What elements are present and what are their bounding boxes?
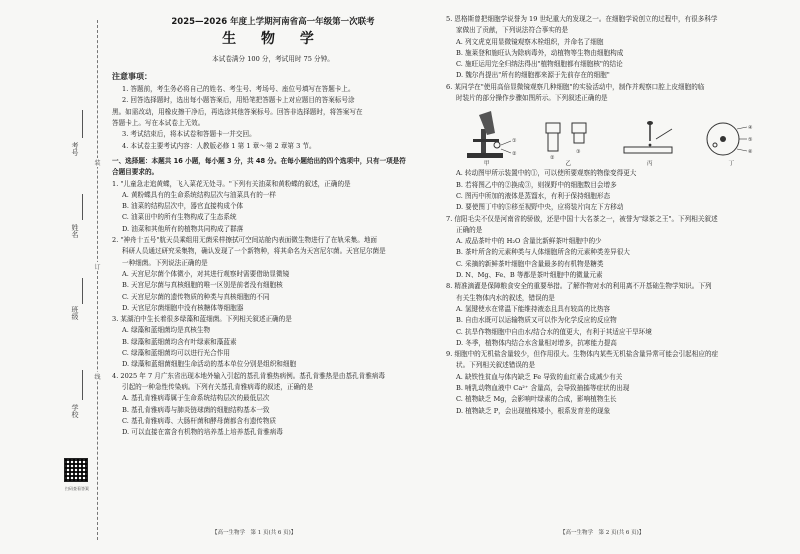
question-line: 1. "儿童急走追黄蝶，飞入菜花无处寻。"下列有关油菜和黄粉蝶的叙述，正确的是: [112, 179, 351, 188]
cell-view-icon: [701, 119, 761, 161]
option-line: A. 氢键使水在常温下能维持液态且具有较高的比热容: [456, 304, 611, 313]
binding-strip: [0, 0, 110, 554]
option-line: A. 基孔肯雅病毒属于生命系统结构层次的最低层次: [122, 394, 270, 403]
svg-text:②: ②: [550, 155, 555, 162]
question-line: 状。下列相关叙述错误的是: [456, 361, 536, 370]
question-line: 一种细菌。下列说法正确的是: [122, 258, 208, 267]
option-line: C. 植物缺乏 Mg，会影响叶绿素的合成，影响植物生长: [456, 395, 617, 404]
figure-d: [701, 119, 761, 168]
option-line: B. 施莱登和施旺认为除病毒外，动植物等生物由细胞构成: [456, 48, 624, 57]
option-line: D. 油菜和其他所有的植物共同构成了群落: [122, 224, 244, 233]
option-line: D. 植物缺乏 P，会出现植株矮小，根系发育差的现象: [456, 406, 611, 415]
option-line: A. 绿藻和蓝细菌均是真核生物: [122, 326, 211, 335]
exam-title: 2025—2026 年度上学期河南省高一年级第一次联考: [171, 17, 375, 27]
school-line: [82, 370, 83, 400]
option-line: C. 绿藻和蓝细菌均可以进行光合作用: [122, 349, 230, 358]
name-line: [82, 194, 83, 220]
option-line: D. 魏尔肖提出"所有的细胞都来源于先前存在的细胞": [456, 71, 610, 80]
question-line: 有关生物体内水的叙述，错误的是: [456, 293, 555, 302]
notice-item: 2. 回答选择题时，选出每小题答案后，用铅笔把答题卡上对应题目的答案标号涂: [122, 96, 355, 105]
option-line: C. 油菜田中的所有生物构成了生态系统: [122, 213, 237, 222]
option-line: A. 成品茶叶中的 H₂O 含量比新鲜茶叶细胞中的少: [456, 237, 602, 246]
option-line: A. 转动图甲所示装置中的①，可以使所要观察的物像变得更大: [456, 169, 637, 178]
svg-text:⑤: ⑤: [748, 137, 753, 144]
svg-text:②: ②: [511, 151, 517, 158]
option-line: C. 图丙中所加的液体是蒸馏水，有利于保持细胞形态: [456, 191, 611, 200]
question-line: 3. 某湖泊中生长着很多绿藻和蓝细菌。下列相关叙述正确的是: [112, 315, 292, 324]
option-line: B. 绿藻和蓝细菌均含有叶绿素和藻蓝素: [122, 337, 237, 346]
notice-item: 黑。如需改动，用橡皮擦干净后，再选涂其他答案标号。回答非选择题时，将答案写在: [112, 107, 363, 116]
option-line: C. 抗旱作物细胞中自由水/结合水的值更大，有利于其适应干旱环境: [456, 327, 652, 336]
svg-text:④: ④: [748, 125, 753, 132]
option-line: C. 基孔肯雅病毒、大肠杆菌和酵母菌都含有遗传物质: [122, 416, 277, 425]
figure-label: 丁: [728, 161, 734, 168]
figure-c: [620, 119, 680, 168]
option-line: C. 施旺运用完全归纳法得出"植物细胞都有细胞核"的结论: [456, 60, 623, 69]
option-line: D. 要使图丁中的⑤移至视野中央，应将装片向左下方移动: [456, 203, 624, 212]
notice-item: 1. 答题前，考生务必将自己的姓名、考生号、考场号、座位号填写在答题卡上。: [122, 85, 355, 94]
notice-item: 答题卡上。写在本试卷上无效。: [112, 119, 205, 128]
option-line: D. 冬季，植物体内结合水含量相对增多，抗寒能力提高: [456, 338, 617, 347]
notice-title: 注意事项：: [112, 71, 152, 81]
notice-item: 4. 本试卷主要考试内容：人教版必修 1 第 1 章～第 2 章第 3 节。: [122, 141, 316, 150]
question-line: 4. 2025 年 7 月广东省出现本地外输入引起的基孔肯雅热病例。基孔肯雅热是由基孔肯雅病毒: [112, 371, 386, 380]
section-heading-cont: 合题目要求的。: [112, 168, 159, 177]
option-line: B. 茶叶所含的元素种类与人体细胞所含的元素种类差异很大: [456, 248, 630, 257]
question-line: 6. 某同学在"使用高倍显微镜观察几种细胞"的实验活动中，制作并观察口腔上皮细胞的临: [446, 82, 705, 91]
binding-dash-line: [97, 20, 98, 540]
label-school: 学校: [71, 404, 79, 418]
option-line: D. N、Mg、Fe、B 等都是茶叶细胞中的微量元素: [456, 271, 603, 280]
question-line: 9. 细胞中的无机盐含量较少，但作用很大。生物体内某些无机盐含量异常可能会引起相应的症: [446, 350, 719, 359]
qr-code[interactable]: [64, 458, 88, 482]
option-line: D. 可以直接在富含有机物的培养基上培养基孔肯雅病毒: [122, 428, 283, 437]
exam-meta: 本试卷满分 100 分，考试用时 75 分钟。: [212, 54, 334, 63]
option-line: A. 缺铁性贫血与体内缺乏 Fe 导致的血红素合成减少有关: [456, 372, 623, 381]
question-line: 家做出了贡献，下列说法符合事实的是: [456, 26, 569, 35]
option-line: D. 绿藻和蓝细菌细胞生命活动的基本单位分别是组织和细胞: [122, 360, 297, 369]
class-line: [82, 278, 83, 304]
option-line: A. 黄粉蝶具有的生命系统结构层次与油菜具有的一样: [122, 190, 277, 199]
option-line: C. 天宫尼尔菌的遗传物质的种类与真核细胞的不同: [122, 292, 270, 301]
option-line: B. 基孔肯雅病毒与肺炎链球菌的细胞结构基本一致: [122, 405, 270, 414]
page-footer-left: 【高一生物学 第 1 页(共 6 页)】: [212, 530, 297, 536]
page-footer-right: 【高一生物学 第 2 页(共 6 页)】: [560, 530, 645, 536]
label-class: 班级: [71, 306, 79, 320]
question-line: 8. 精准滴灌是保障粮食安全的重要举措。了解作物对水的利用离不开基础生物学知识。下列: [446, 282, 712, 291]
option-line: A. 列文虎克用显微镜观察木栓组织，并命名了细胞: [456, 37, 604, 46]
question-line: 科研人员通过研究采集物，确认发现了一个新物种，将其命名为天宫尼尔菌。天宫尼尔菌是: [122, 247, 386, 256]
question-line: 2. "神舟十五号"航天员乘组用无菌采样擦拭可空间站舱内表面微生物进行了在轨采集。地面: [112, 236, 378, 245]
option-line: B. 自由水既可以运输物质又可以作为化学反应的反应物: [456, 316, 617, 325]
option-line: B. 油菜的结构层次中，器官直接构成个体: [122, 202, 244, 211]
subject-title: 生 物 学: [222, 31, 324, 48]
slide-dropper-icon: [620, 119, 680, 161]
figure-b: [538, 119, 598, 168]
option-line: B. 若将图乙中的②换成③，则视野中的细胞数目会增多: [456, 180, 617, 189]
option-line: B. 哺乳动物血液中 Ca²⁺ 含量高，会导致抽搐等症状的出现: [456, 384, 630, 393]
microscope-icon: [457, 109, 517, 161]
left-page: [112, 14, 434, 438]
binding-mark: 装: [94, 160, 101, 167]
figure-a: [457, 109, 517, 168]
binding-mark: 订: [94, 264, 101, 271]
option-line: D. 天宫尼尔菌细胞中没有核糖体等细胞器: [122, 303, 244, 312]
exam-number-line: [82, 110, 83, 138]
option-line: A. 天宫尼尔菌个体微小，对其进行观察时需要借助显微镜: [122, 269, 290, 278]
question-line: 时装片的部分操作步骤如图所示。下列叙述正确的是: [456, 94, 608, 103]
notice-item: 3. 考试结束后，将本试卷和答题卡一并交回。: [122, 130, 256, 139]
question-line: 7. 信阳毛尖不仅是河南省的骄傲，还是中国十大名茶之一，被誉为"绿茶之王"。下列相关叙述: [446, 214, 718, 223]
right-page: [446, 14, 772, 417]
question-line: 引起的一种急性传染病。下列有关基孔肯雅病毒的叙述，正确的是: [122, 382, 314, 391]
svg-text:⑥: ⑥: [748, 149, 753, 156]
figure-label: 甲: [483, 161, 490, 168]
question-line: 正确的是: [456, 225, 483, 234]
svg-text:①: ①: [511, 138, 517, 145]
option-line: C. 采摘的新鲜茶叶细胞中含量最多的有机物是糖类: [456, 259, 604, 268]
binding-mark: 线: [94, 374, 101, 381]
label-name: 姓名: [71, 224, 79, 238]
question-line: 5. 恩格斯曾把细胞学说誉为 19 世纪重大的发现之一。在细胞学说创立的过程中，有很多科学: [446, 15, 718, 23]
section-heading: 一、选择题：本题共 16 小题，每小题 3 分，共 48 分。在每小题给出的四个选项中，只有一项是符: [112, 156, 406, 165]
label-exam-number: 考号: [71, 142, 79, 156]
objective-lens-icon: [538, 119, 598, 161]
microscope-figures: [446, 106, 772, 168]
option-line: B. 天宫尼尔菌与真核细胞的唯一区别是前者没有细胞核: [122, 281, 283, 290]
figure-label: 丙: [646, 161, 653, 168]
svg-text:③: ③: [576, 149, 581, 156]
figure-label: 乙: [565, 161, 571, 168]
qr-caption: 扫码查看答案: [65, 486, 89, 491]
